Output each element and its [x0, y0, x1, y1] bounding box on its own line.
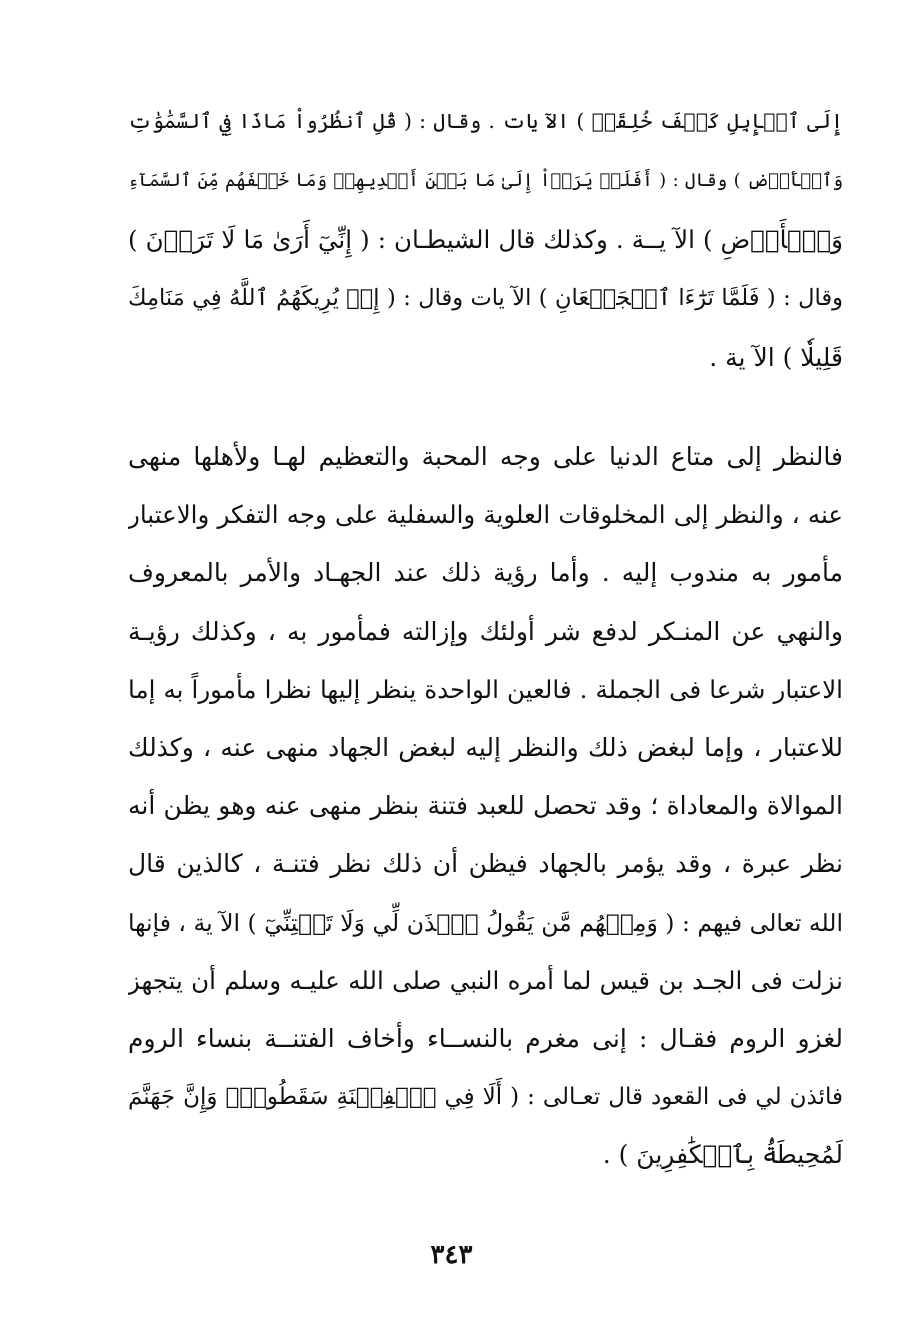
text-line: الله تعالى فيهم : ( وَمِنۡهُم مَّن يَقُولُ ٱئۡذَن لِّي وَلَا تَفۡتِنِّيٓ ) الآ ية ، فإنها: [128, 908, 843, 937]
text-line: وَٱلۡأَرۡضِ ) وقال : ( أَفَلَمۡ يَرَوۡاْ إِلَىٰ مَا بَيۡنَ أَيۡدِيهِمۡ وَمَا خَلۡفَهُم مِّنَ ٱلسَّمَآءِ: [128, 170, 843, 191]
text-line: قَلِيلٗا ) الآ ية .: [709, 343, 843, 372]
quran-citations-block: [128, 92, 843, 387]
text-line: عنه ، والنظر إلى المخلوقات العلوية والسفلية على وجه التفكر والاعتبار: [128, 500, 843, 530]
text-line: فائذن لي فى القعود قال تعـالى : ( أَلَا فِي ٱلۡفِتۡنَةِ سَقَطُواْۗ وَإِنَّ جَهَنَّمَ: [128, 1084, 843, 1111]
text-line: وَٱلۡأَرۡضِ ) الآ يــة . وكذلك قال الشيطـان : ( إِنِّيٓ أَرَىٰ مَا لَا تَرَوۡنَ ): [128, 225, 843, 254]
text-line: لغزو الروم فقـال : إنى مغرم بالنســاء وأخاف الفتنــة بنساء الروم: [128, 1023, 843, 1053]
text-line: لَمُحِيطَةُۢ بِٱلۡكَٰفِرِينَ ) .: [602, 1140, 843, 1170]
text-line: والنهي عن المنـكر لدفع شر أولئك وإزالته فمأمور به ، وكذلك رؤيـة: [128, 616, 843, 646]
text-line: نزلت فى الجـد بن قيس لما أمره النبي صلى الله عليـه وسلم أن يتجهز: [128, 965, 843, 995]
text-line: فالنظر إلى متاع الدنيا على وجه المحبة والتعظيم لهـا ولأهلها منهى: [128, 442, 843, 471]
main-paragraph: [128, 428, 843, 1184]
text-line: للاعتبار ، وإما لبغض ذلك والنظر إليه لبغض الجهاد منهى عنه ، وكذلك: [128, 732, 843, 762]
text-line: نظر عبرة ، وقد يؤمر بالجهاد فيظن أن ذلك نظر فتنـة ، كالذين قال: [128, 849, 843, 879]
text-line: وقال : ( فَلَمَّا تَرَٰٓءَا ٱلۡجَمۡعَانِ ) الآ يات وقال : ( إِذۡ يُرِيكَهُمُ ٱللَّهُ فِي مَنَامِكَ: [128, 285, 843, 311]
text-line: مأمور به مندوب إليه . وأما رؤية ذلك عند الجهـاد والأمر بالمعروف: [128, 558, 843, 588]
page-number: ٣٤٣: [430, 1240, 473, 1270]
text-line: الاعتبار شرعا فى الجملة . فالعين الواحدة ينظر إليها نظرا مأموراً به إما: [128, 674, 843, 704]
text-line: الموالاة والمعاداة ؛ وقد تحصل للعبد فتنة بنظر منهى عنه وهو يظن أنه: [128, 791, 843, 821]
text-line: إِلَى ٱلۡإِبِلِ كَيۡفَ خُلِقَتۡ ) الآ يات . وقال : ( قُلِ ٱنظُرُواْ مَاذَا فِي ٱلسَّمَٰوَٰتِ: [128, 109, 843, 133]
